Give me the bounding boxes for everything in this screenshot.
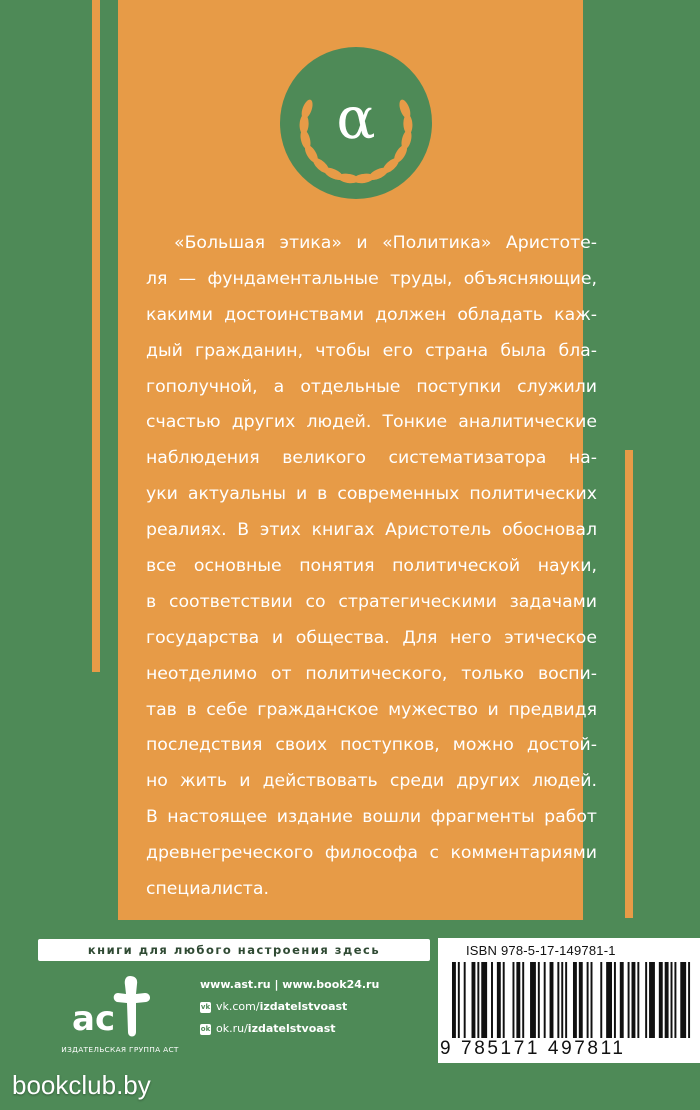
barcode-bar xyxy=(481,962,487,1038)
barcode-bar xyxy=(550,962,554,1038)
barcode-bar xyxy=(497,962,501,1038)
barcode-bar xyxy=(557,962,559,1038)
barcode-bar xyxy=(530,962,536,1038)
barcode-bar xyxy=(452,962,456,1038)
isbn-barcode-box xyxy=(438,938,700,1063)
watermark: bookclub.by xyxy=(12,1070,151,1100)
barcode-bar xyxy=(565,962,567,1038)
barcode-bar xyxy=(620,962,624,1038)
barcode-bar xyxy=(464,962,466,1038)
vk-handle: izdatelstvoast xyxy=(259,1000,348,1013)
publisher-logo xyxy=(40,972,200,1057)
barcode-bar xyxy=(606,962,612,1038)
description-line: в соответствии со стратегическими задачами xyxy=(146,591,597,612)
description-line: все основные понятия политической науки, xyxy=(146,556,597,577)
description-line: специалиста. xyxy=(146,879,269,900)
ok-handle: izdatelstvoast xyxy=(247,1022,336,1035)
barcode-bar xyxy=(614,962,616,1038)
description-line: уки актуальны и в современных политических xyxy=(146,484,597,505)
barcode-bar xyxy=(472,962,476,1038)
description-line: «Большая этика» и «Политика» Аристоте- xyxy=(174,233,597,253)
barcode-bar xyxy=(538,962,540,1038)
description-line: наблюдения великого систематизатора на- xyxy=(146,448,597,469)
vk-prefix: vk.com/ xyxy=(216,1000,260,1013)
description-line: реалиях. В этих книгах Аристотель обосновал xyxy=(146,520,597,541)
barcode-bar xyxy=(516,962,520,1038)
description-line: какими достоинствами должен обладать каж- xyxy=(146,304,597,325)
alpha-letter: α xyxy=(336,84,376,152)
barcode-icon xyxy=(452,962,692,1038)
ok-link[interactable] xyxy=(200,1022,379,1036)
barcode-bar xyxy=(591,962,593,1038)
description-line: В настоящее издание вошли фрагменты работ xyxy=(146,807,597,828)
barcode-bar xyxy=(680,962,686,1038)
vk-link[interactable] xyxy=(200,1000,379,1014)
barcode-bar xyxy=(665,962,669,1038)
barcode-bar xyxy=(503,962,505,1038)
ok-icon: ok xyxy=(200,1024,211,1033)
barcode-bar xyxy=(674,962,676,1038)
publisher-links xyxy=(200,978,379,1036)
description-line: гополучной, а отдельные поступки служили xyxy=(146,376,597,397)
website-links[interactable]: www.ast.ru | www.book24.ru xyxy=(200,978,380,991)
barcode-bar xyxy=(600,962,602,1038)
barcode-bar xyxy=(587,962,589,1038)
barcode-bar xyxy=(649,962,655,1038)
ast-logo-icon xyxy=(68,972,168,1044)
barcode-bar xyxy=(688,962,690,1038)
description-line: счастью других людей. Тонкие аналитические xyxy=(146,412,597,433)
barcode-bar xyxy=(671,962,673,1038)
description-line: неотделимо от политического, только воспи- xyxy=(146,663,597,684)
description-line: последствия своих поступков, можно достой- xyxy=(146,735,597,756)
laurel-emblem xyxy=(280,47,432,199)
tagline-bar: книги для любого настроения здесь xyxy=(38,939,430,961)
ok-prefix: ok.ru/ xyxy=(216,1022,248,1035)
logo-text: ас xyxy=(72,999,116,1039)
description-line: тав в себе гражданское мужество и предвидя xyxy=(146,699,597,720)
barcode-bar xyxy=(491,962,493,1038)
barcode-bar xyxy=(544,962,546,1038)
barcode-digits: 9 785171 497811 xyxy=(440,1038,626,1059)
description-line: дый гражданин, чтобы его страна была бла- xyxy=(146,340,597,361)
decorative-stripe-right xyxy=(625,450,633,918)
barcode-bar xyxy=(458,962,460,1038)
decorative-stripe-left xyxy=(92,0,100,672)
barcode-bar xyxy=(579,962,583,1038)
barcode-bar xyxy=(522,962,524,1038)
barcode-bar xyxy=(632,962,636,1038)
description-line: ля — фундаментальные труды, объясняющие, xyxy=(146,268,597,289)
barcode-bar xyxy=(628,962,630,1038)
barcode-bar xyxy=(477,962,479,1038)
vk-icon: vk xyxy=(200,1002,211,1011)
barcode-bar xyxy=(659,962,663,1038)
barcode-bar xyxy=(645,962,647,1038)
description-text xyxy=(146,226,597,908)
barcode-bar xyxy=(512,962,514,1038)
description-line: но жить и действовать среди других людей. xyxy=(146,771,597,792)
barcode-bar xyxy=(573,962,577,1038)
barcode-bar xyxy=(637,962,639,1038)
isbn-number: ISBN 978-5-17-149781-1 xyxy=(466,943,616,958)
publisher-caption: ИЗДАТЕЛЬСКАЯ ГРУППА АСТ xyxy=(61,1045,179,1054)
description-line: государства и общества. Для него этическое xyxy=(146,627,597,648)
description-line: древнегреческого философа с комментариями xyxy=(146,843,597,864)
barcode-bar xyxy=(561,962,563,1038)
